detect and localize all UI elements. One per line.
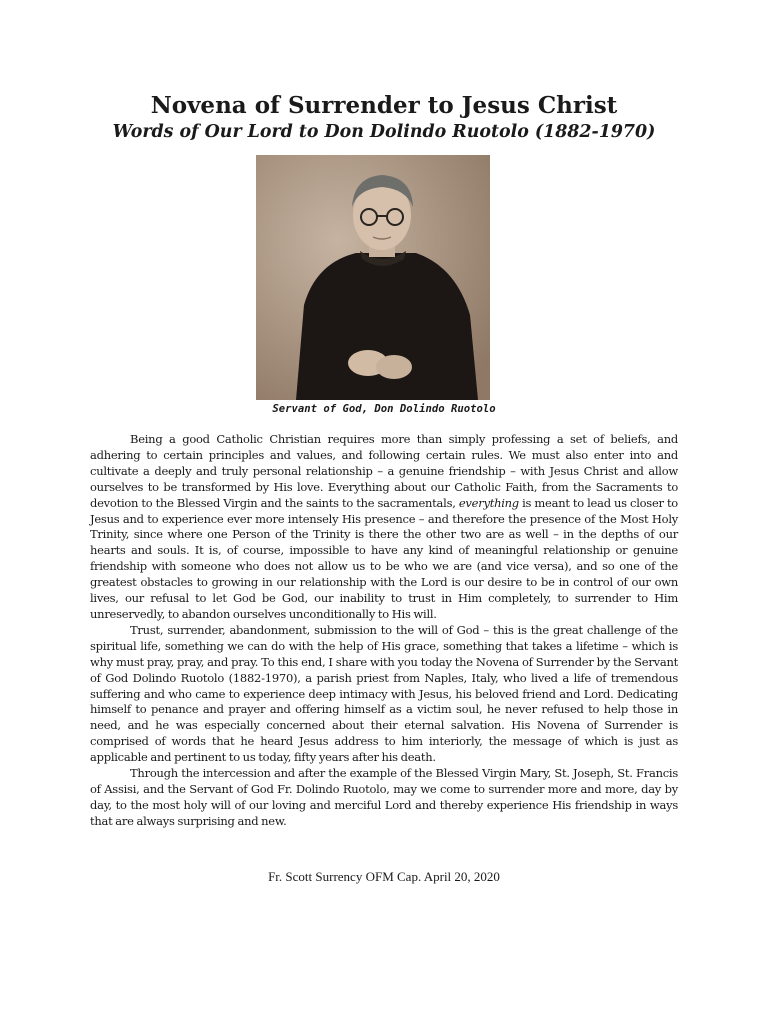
paragraph-1 <box>90 432 678 623</box>
signature-line: Fr. Scott Surrency OFM Cap. April 20, 2020 <box>268 869 500 884</box>
emphasis-everything: everything <box>458 495 519 510</box>
paragraph-2: Trust, surrender, abandonment, submission to the will of God – this is the great challenge of the spiritual life, something we can do with the help of His grace, something that takes a lifetime – which is why must pray, pray, and pray. To this end, I share with you today the Novena of Surrender by the Servant of God Dolindo Ruotolo (1882-1970), a parish priest from Naples, Italy, who lived a life of tremendous suffering and who came to experience deep intimacy with Jesus, his beloved friend and Lord. Dedicating himself to penance and prayer and offering himself as a victim soul, he never refused to help those in need, and he was especially concerned about their eternal salvation. His Novena of Surrender is comprised of words that he heard Jesus address to him interiorly, the message of which is just as applicable and pertinent to us today, fifty years after his death. <box>90 622 678 765</box>
portrait-photo <box>256 155 490 400</box>
body-text <box>90 432 678 830</box>
right-hand-shape <box>376 355 412 379</box>
paragraph-1-part-a: Being a good Catholic Christian requires more than simply professing a set of beliefs, and adhering to certain principles and values, and following certain rules. We must also enter into and cultivate a deeply and truly personal relationship – a genuine friendship – with Jesus Christ and allow ourselves to be transformed by His love. Everything about our Catholic Faith, from the Sacraments to devotion to the Blessed Virgin and the saints to the sacramentals, <box>90 432 678 510</box>
photo-caption: Servant of God, Don Dolindo Ruotolo <box>272 403 496 415</box>
portrait-illustration <box>256 155 490 400</box>
paragraph-1-part-b: is meant to lead us closer to Jesus and to experience ever more intensely His presence – and therefore the presence of the Most Holy Trinity, since where one Person of the Trinity is there the other two are as well – in the depths of our hearts and souls. It is, of course, impossible to have any kind of meaningful relationship or genuine friendship with someone who does not allow us to be who we are (and vice versa), and so one of the greatest obstacles to growing in our relationship with the Lord is our desire to be in control of our own lives, our refusal to let God be God, our inability to trust in Him completely, to surrender to Him unreservedly, to abandon ourselves unconditionally to His will. <box>90 495 678 621</box>
page-title: Novena of Surrender to Jesus Christ <box>150 92 618 119</box>
paragraph-3: Through the intercession and after the example of the Blessed Virgin Mary, St. Joseph, St. Francis of Assisi, and the Servant of God Fr. Dolindo Ruotolo, may we come to surrender more and more, day by day, to the most holy will of our loving and merciful Lord and thereby experience His friendship in ways that are always surprising and new. <box>90 766 678 828</box>
page-subtitle: Words of Our Lord to Don Dolindo Ruotolo (1882-1970) <box>112 122 656 142</box>
